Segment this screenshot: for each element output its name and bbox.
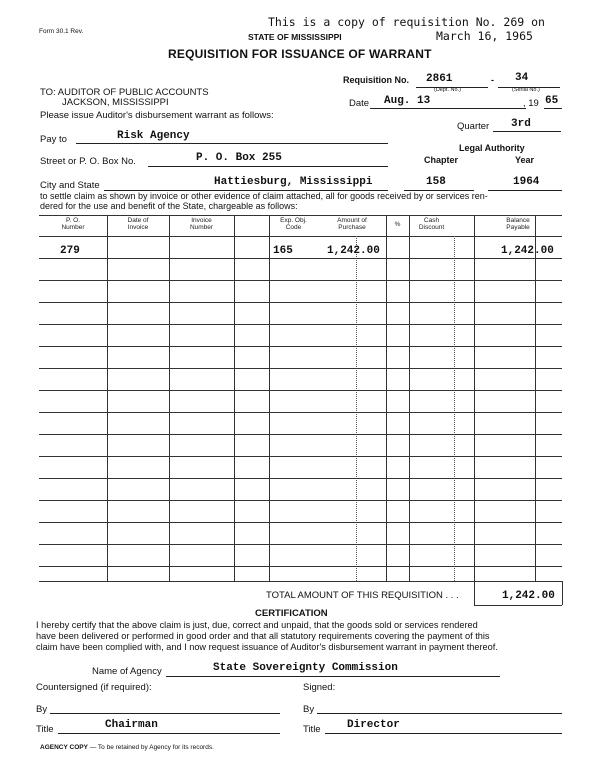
addressee-line1: TO: AUDITOR OF PUBLIC ACCOUNTS <box>40 87 209 98</box>
title-right-value: Director <box>347 719 400 731</box>
date-label: Date <box>349 98 370 109</box>
title-left-label: Title <box>36 724 54 735</box>
date-year: 65 <box>545 95 559 107</box>
total-box-bottom <box>474 605 562 606</box>
certification-line2: have been delivered or performed in good order and that all statutory requirements covering the payment of this <box>36 631 490 641</box>
by-left-label: By <box>36 704 48 715</box>
column-divider <box>386 215 387 581</box>
city-state-value: Hattiesburg, Mississippi <box>214 176 373 188</box>
footer-note <box>40 744 214 751</box>
agency-line <box>166 676 500 677</box>
year-label: Year <box>515 155 535 165</box>
table-bottom-border <box>39 581 562 582</box>
row-rule <box>39 302 562 303</box>
row-rule <box>39 522 562 523</box>
column-divider <box>535 215 536 581</box>
header-exp-obj-code: Exp. Obj. Code <box>280 217 307 231</box>
certification-line3: claim have been complied with, and I now request issuance of Auditor's disbursement warrant in payment thereof. <box>36 642 498 652</box>
pay-to-line <box>76 143 388 144</box>
countersigned-label: Countersigned (if required): <box>36 682 152 693</box>
amount-cell: 1,242.00 <box>327 245 380 257</box>
row-rule <box>39 544 562 545</box>
copy-note-line1: This is a copy of requisition No. 269 on <box>268 15 545 29</box>
row-rule <box>39 346 562 347</box>
row-rule <box>39 434 562 435</box>
pay-to-label: Pay to <box>40 134 67 145</box>
settle-text-line1: to settle claim as shown by invoice or other evidence of claim attached, all for goods received by or services ren- <box>40 191 488 201</box>
copy-note-line2: March 16, 1965 <box>436 29 533 43</box>
header-cash-discount: Cash Discount <box>418 217 445 231</box>
table-top-border <box>39 215 562 216</box>
column-divider <box>409 215 410 581</box>
city-state-label: City and State <box>40 180 100 191</box>
header-balance-payable: Balance Payable <box>506 217 530 231</box>
row-rule <box>39 258 562 259</box>
exp-obj-code-cell: 165 <box>273 245 293 257</box>
total-box-right <box>562 581 563 605</box>
year-line <box>544 108 562 109</box>
signed-label: Signed: <box>303 682 336 693</box>
chapter-label: Chapter <box>424 155 459 165</box>
by-right-label: By <box>303 704 315 715</box>
row-rule <box>39 368 562 369</box>
quarter-line <box>493 131 561 132</box>
title-left-value: Chairman <box>105 719 158 731</box>
pay-to-value: Risk Agency <box>117 130 190 142</box>
quarter-value: 3rd <box>511 118 531 130</box>
date-year-prefix: , 19 <box>523 98 539 109</box>
authority-year-line <box>488 190 562 191</box>
dept-no: 2861 <box>426 73 453 85</box>
title-right-label: Title <box>303 724 321 735</box>
dept-no-caption: (Dept. No.) <box>434 87 461 93</box>
header-date-of-invoice: Date of Invoice <box>127 217 149 231</box>
header-invoice-number: Invoice Number <box>189 217 214 231</box>
title-left-line <box>58 733 280 734</box>
header-po-number: P. O. Number <box>61 217 85 231</box>
street-line <box>148 166 388 167</box>
header-percent: % <box>394 221 401 228</box>
footer-agency-copy: AGENCY COPY <box>40 744 88 751</box>
po-number-cell: 279 <box>60 245 80 257</box>
date-value: Aug. 13 <box>384 95 431 107</box>
total-label: TOTAL AMOUNT OF THIS REQUISITION . . . <box>266 590 459 601</box>
addressee-line2: JACKSON, MISSISSIPPI <box>62 97 169 108</box>
street-value: P. O. Box 255 <box>196 152 282 164</box>
row-rule <box>39 478 562 479</box>
cents-divider <box>454 236 455 581</box>
agency-value: State Sovereignty Commission <box>213 662 398 674</box>
requisition-dash: - <box>491 75 494 85</box>
row-rule <box>39 324 562 325</box>
row-rule <box>39 566 562 567</box>
chapter-value: 158 <box>426 176 446 188</box>
column-divider <box>107 215 108 581</box>
row-rule <box>39 390 562 391</box>
certification-heading: CERTIFICATION <box>255 608 328 619</box>
row-rule <box>39 456 562 457</box>
column-divider <box>169 215 170 581</box>
form-title: REQUISITION FOR ISSUANCE OF WARRANT <box>168 47 432 61</box>
requisition-label: Requisition No. <box>343 75 409 85</box>
by-left-line <box>50 713 280 714</box>
settle-text-line2: dered for the use and benefit of the State, chargeable as follows: <box>40 201 298 211</box>
column-divider <box>269 215 270 581</box>
header-amount-of-purchase: Amount of Purchase <box>337 217 367 231</box>
instruction-text: Please issue Auditor's disbursement warrant as follows: <box>40 110 274 121</box>
cents-divider <box>356 236 357 581</box>
authority-year-value: 1964 <box>513 176 540 188</box>
column-divider <box>474 215 475 581</box>
date-line <box>370 108 526 109</box>
legal-authority-label: Legal Authority <box>459 143 525 153</box>
agency-label: Name of Agency <box>92 666 162 677</box>
serial-no-caption: (Serial No.) <box>512 87 540 93</box>
form-number: Form 30.1 Rev. <box>39 28 84 35</box>
serial-no: 34 <box>515 72 529 84</box>
row-rule <box>39 500 562 501</box>
table-header-border <box>39 236 562 237</box>
quarter-label: Quarter <box>457 121 490 132</box>
by-right-line <box>317 713 562 714</box>
row-rule <box>39 280 562 281</box>
title-right-line <box>325 733 562 734</box>
column-divider <box>234 215 235 581</box>
balance-cell: 1,242.00 <box>501 245 554 257</box>
total-box-left <box>474 581 475 605</box>
total-value: 1,242.00 <box>502 590 555 602</box>
row-rule <box>39 412 562 413</box>
certification-line1: I hereby certify that the above claim is just, due, correct and unpaid, that the goods sold or services rendered <box>36 620 478 630</box>
footer-rest: — To be retained by Agency for its records. <box>87 744 214 751</box>
state-name: STATE OF MISSISSIPPI <box>248 32 342 42</box>
street-label: Street or P. O. Box No. <box>40 156 136 167</box>
